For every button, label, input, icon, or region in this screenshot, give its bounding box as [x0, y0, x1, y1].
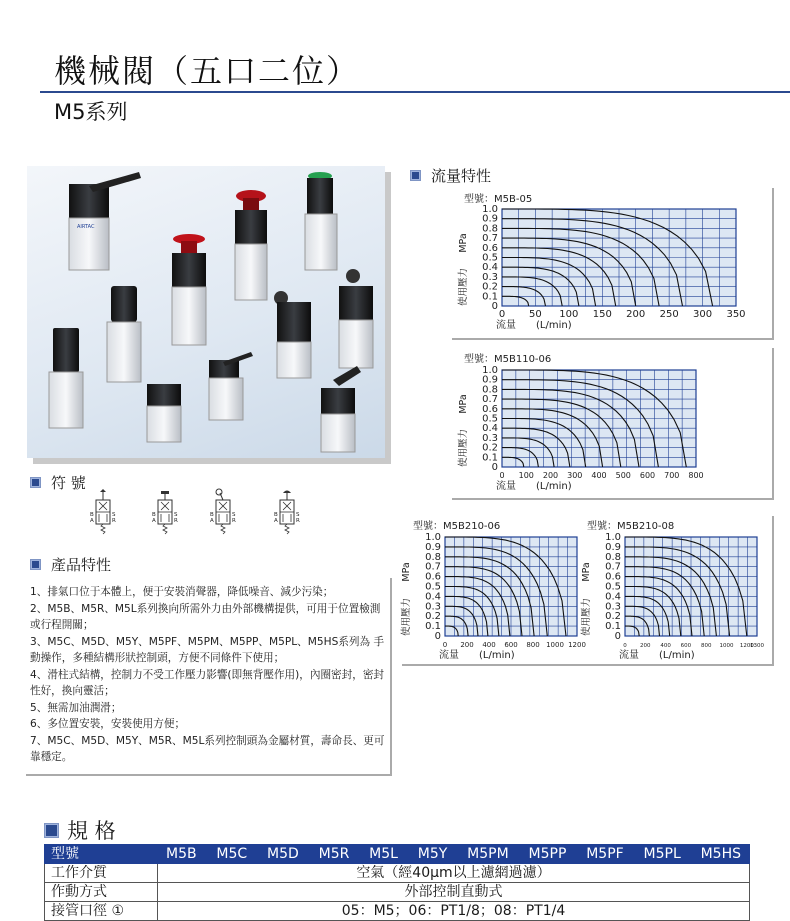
x-tick-label: 0	[623, 643, 627, 649]
y-tick-label: 0	[491, 462, 498, 473]
x-tick-label: 600	[680, 643, 692, 649]
spec-label: 接管口徑 ①	[45, 902, 158, 921]
port-letter: S	[112, 512, 116, 518]
y-tick-label: 0.6	[425, 571, 441, 583]
y-tick-label: 0.4	[482, 262, 498, 274]
y-axis-name: 使用壓力	[458, 428, 469, 467]
y-tick-label: 1.0	[482, 365, 498, 376]
chart-1	[457, 192, 746, 331]
y-tick-label: 0.6	[605, 571, 621, 583]
y-tick-label: 0.5	[482, 252, 498, 264]
y-tick-label: 0.1	[482, 452, 498, 464]
y-tick-label: 0.4	[605, 591, 621, 603]
table-row	[45, 845, 750, 864]
x-tick-label: 800	[688, 471, 704, 480]
y-tick-label: 0.9	[482, 374, 498, 386]
model-name: M5PF	[586, 845, 624, 862]
specs-heading-row	[44, 815, 116, 845]
y-tick-label: 0.3	[482, 432, 498, 444]
feature-item: 2、M5B、M5R、M5L系列換向所需外力由外部機構提供，可用于位置檢測或行程開關；	[30, 602, 381, 631]
y-tick-label: 0.1	[605, 621, 621, 633]
brand-label: AIRTAC	[77, 224, 95, 230]
x-tick-label: 800	[526, 641, 540, 649]
y-tick-label: 0.4	[425, 591, 441, 603]
x-axis-name: 流量	[439, 650, 459, 661]
model-name: M5L	[369, 845, 398, 862]
y-tick-label: 0.2	[482, 281, 498, 293]
chart-2	[457, 352, 704, 492]
x-tick-label: 500	[615, 471, 631, 480]
y-tick-label: 0	[434, 631, 441, 642]
chart-title: 型號：M5B-05	[464, 194, 533, 205]
y-axis-label	[457, 233, 469, 306]
feature-item: 3、M5C、M5D、M5Y、M5PF、M5PM、M5PP、M5PL、M5HS系列為 手動操作，多種結構形狀控制頭，方便不同條件下使用；	[30, 635, 385, 664]
spec-value: 外部控制直動式	[158, 883, 750, 902]
y-tick-label: 0.8	[482, 384, 498, 396]
x-tick-label: 400	[591, 471, 607, 480]
table-row	[45, 883, 750, 902]
y-tick-label: 0	[491, 301, 498, 312]
x-axis-unit: (L/min)	[536, 481, 572, 492]
y-tick-label: 0.2	[425, 611, 441, 623]
y-tick-label: 1.0	[605, 532, 621, 543]
square-bullet-icon	[44, 823, 59, 838]
x-tick-label: 0	[442, 641, 448, 649]
page-title: 機械閥（五口二位）	[54, 52, 361, 90]
x-axis-name: 流量	[496, 481, 516, 492]
x-axis-unit: (L/min)	[659, 650, 695, 661]
y-axis-label	[400, 562, 412, 636]
y-axis-label	[457, 394, 469, 467]
y-tick-label: 0.8	[425, 551, 441, 563]
feature-item: 5、無需加油潤滑；	[30, 701, 122, 714]
spec-value: 05：M5；06：PT1/8；08：PT1/4	[158, 902, 750, 921]
x-tick-label: 100	[518, 471, 534, 480]
x-tick-label: 200	[460, 641, 474, 649]
x-tick-label: 100	[559, 309, 579, 320]
feature-item: 7、M5C、M5D、M5Y、M5R、M5L系列控制頭為金屬材質，壽命長、更可靠穩定。	[30, 734, 385, 763]
x-tick-label: 350	[726, 309, 746, 320]
y-tick-label: 0.3	[425, 601, 441, 613]
x-tick-label: 50	[529, 309, 542, 320]
port-letter: R	[174, 518, 178, 524]
y-tick-label: 0.8	[605, 551, 621, 563]
x-tick-label: 200	[626, 309, 646, 320]
y-tick-label: 0.5	[605, 581, 621, 593]
port-letter: S	[296, 512, 300, 518]
y-axis-name: 使用壓力	[401, 597, 412, 636]
specs-heading: 規 格	[67, 819, 116, 843]
port-letter: B	[152, 512, 156, 518]
x-tick-label: 1000	[719, 643, 734, 649]
y-axis-unit: MPa	[401, 562, 412, 582]
y-tick-label: 0.7	[482, 233, 498, 245]
y-tick-label: 1.0	[482, 204, 498, 215]
port-letter: S	[232, 512, 236, 518]
x-tick-label: 400	[482, 641, 496, 649]
x-tick-label: 250	[659, 309, 679, 320]
y-tick-label: 0.2	[605, 611, 621, 623]
y-tick-label: 0.5	[482, 413, 498, 425]
port-letter: R	[296, 518, 300, 524]
table-row	[45, 902, 750, 921]
model-name: M5PL	[643, 845, 681, 862]
symbols-heading: 符 號	[51, 474, 86, 492]
x-tick-label: 0	[499, 471, 505, 480]
models-cell	[158, 845, 750, 864]
model-name: M5D	[267, 845, 299, 862]
chart-title: 型號：M5B110-06	[464, 354, 552, 365]
model-name: M5PM	[467, 845, 509, 862]
flow-heading: 流量特性	[431, 167, 492, 185]
y-tick-label: 0.3	[482, 271, 498, 283]
y-tick-label: 0.1	[425, 621, 441, 633]
x-tick-label: 1000	[546, 641, 564, 649]
spec-value: 空氣（經40μm以上濾網過濾）	[158, 864, 750, 883]
x-tick-label: 150	[592, 309, 612, 320]
chart-title: 型號：M5B210-08	[587, 521, 675, 532]
x-tick-label: 1200	[568, 641, 586, 649]
port-letter: S	[174, 512, 178, 518]
y-tick-label: 0.8	[482, 223, 498, 235]
model-name: M5B	[166, 845, 197, 862]
x-tick-label: 600	[639, 471, 656, 480]
model-name: M5HS	[700, 845, 741, 862]
chart-3	[400, 519, 586, 661]
port-letter: R	[232, 518, 236, 524]
x-axis-name: 流量	[619, 650, 639, 661]
x-axis-unit: (L/min)	[536, 320, 572, 331]
x-tick-label: 200	[542, 471, 559, 480]
x-tick-label: 0	[498, 309, 506, 320]
port-letter: R	[112, 518, 116, 524]
y-axis-name: 使用壓力	[581, 597, 592, 636]
x-tick-label: 200	[640, 643, 651, 649]
valve-symbol-icon	[208, 488, 238, 536]
spec-label: 工作介質	[45, 864, 158, 883]
y-tick-label: 1.0	[425, 532, 441, 543]
features-heading: 產品特性	[51, 556, 112, 574]
specs-table	[44, 844, 750, 921]
x-axis-unit: (L/min)	[479, 650, 515, 661]
x-tick-label: 1300	[750, 643, 764, 649]
port-letter: A	[152, 518, 156, 524]
x-tick-label: 600	[504, 641, 518, 649]
x-tick-label: 700	[664, 471, 680, 480]
x-tick-label: 400	[660, 643, 671, 649]
model-name: M5Y	[417, 845, 448, 862]
y-tick-label: 0.9	[425, 541, 441, 553]
y-tick-label: 0.7	[605, 561, 621, 573]
series-subtitle: M5系列	[54, 100, 128, 124]
y-axis-unit: MPa	[458, 233, 469, 253]
y-tick-label: 0.7	[482, 394, 498, 406]
table-row	[45, 864, 750, 883]
x-tick-label: 800	[700, 643, 712, 649]
chart-4	[580, 519, 764, 661]
model-name: M5C	[216, 845, 248, 862]
y-tick-label: 0.5	[425, 581, 441, 593]
y-tick-label: 0.7	[425, 561, 441, 573]
port-letter: A	[90, 518, 94, 524]
port-letter: B	[90, 512, 94, 518]
y-tick-label: 0.1	[482, 291, 498, 303]
x-tick-label: 300	[567, 471, 583, 480]
spec-label: 作動方式	[45, 883, 158, 902]
port-letter: A	[274, 518, 278, 524]
y-tick-label: 0.6	[482, 403, 498, 415]
y-tick-label: 0.9	[605, 541, 621, 553]
y-axis-unit: MPa	[581, 562, 592, 582]
x-tick-label: 300	[693, 309, 713, 320]
y-axis-unit: MPa	[458, 394, 469, 414]
port-letter: B	[274, 512, 278, 518]
model-name: M5PP	[528, 845, 567, 862]
valve-symbol-icon	[272, 488, 302, 536]
y-tick-label: 0.9	[482, 213, 498, 225]
y-tick-label: 0.3	[605, 601, 621, 613]
y-axis-label	[580, 562, 592, 636]
feature-item: 6、多位置安裝，安裝使用方便；	[30, 718, 186, 730]
feature-item: 4、滑柱式結構，控制力不受工作壓力影響(即無背壓作用)，內圈密封，密封性好，換向靈活；	[30, 668, 385, 697]
port-letter: B	[210, 512, 214, 518]
y-tick-label: 0.6	[482, 242, 498, 254]
y-tick-label: 0.2	[482, 442, 498, 454]
y-axis-name: 使用壓力	[458, 267, 469, 306]
model-name: M5R	[318, 845, 350, 862]
y-tick-label: 0.4	[482, 423, 498, 435]
model-label: 型號	[45, 845, 158, 864]
x-axis-name: 流量	[496, 320, 516, 331]
x-tick-label: 1200	[739, 643, 754, 649]
port-letter: A	[210, 518, 214, 524]
valve-symbol-icon	[150, 488, 180, 536]
valve-symbol-icon	[88, 488, 118, 536]
y-tick-label: 0	[614, 631, 621, 642]
feature-item: 1、排氣口位于本體上，便于安裝消聲器，降低噪音、減少污染；	[30, 586, 334, 598]
chart-title: 型號：M5B210-06	[413, 521, 501, 532]
